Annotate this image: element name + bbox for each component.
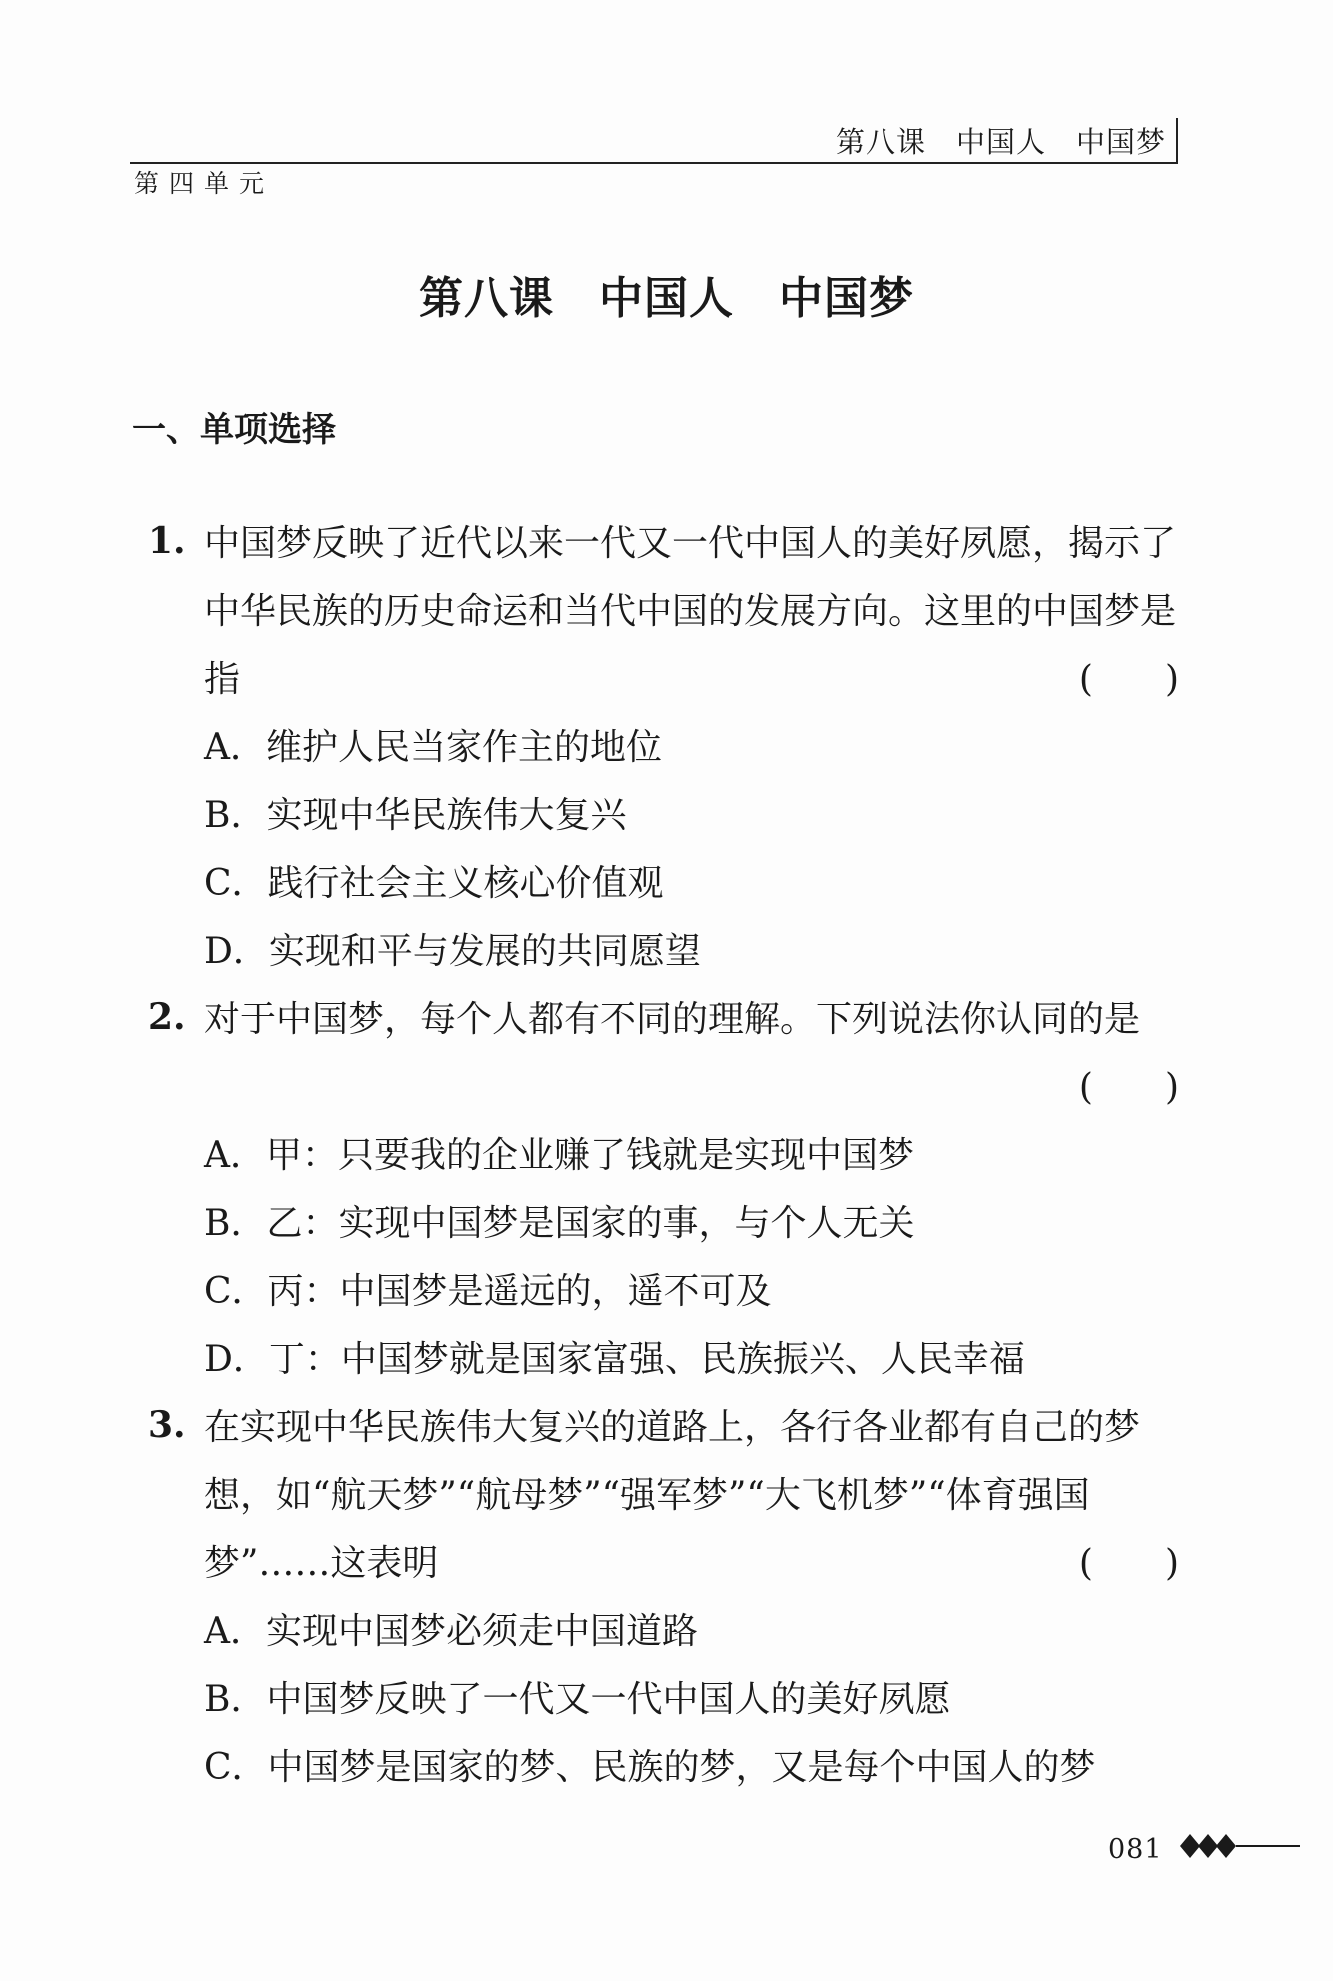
option-b[interactable]: B．乙：实现中国梦是国家的事，与个人无关 [204, 1203, 915, 1244]
question-stem [204, 1394, 1179, 1598]
option-a[interactable]: A．维护人民当家作主的地位 [204, 727, 662, 768]
three-diamonds-ornament-icon [1172, 1826, 1302, 1866]
lesson-title: 第八课 中国人 中国梦 [419, 273, 914, 324]
running-header-lesson-title: 第八课 中国人 中国梦 [835, 125, 1166, 159]
option-c[interactable]: C．丙：中国梦是遥远的，遥不可及 [204, 1271, 772, 1312]
option-d[interactable]: D．实现和平与发展的共同愿望 [204, 931, 701, 972]
question-stem-text: 对于中国梦，每个人都有不同的理解。下列说法你认同的是 [204, 999, 1141, 1040]
option-b[interactable]: B．实现中华民族伟大复兴 [204, 795, 627, 836]
page-number: 081 [1108, 1834, 1163, 1865]
question-stem [204, 986, 1179, 1122]
option-a[interactable]: A．甲：只要我的企业赚了钱就是实现中国梦 [204, 1135, 914, 1176]
option-c[interactable]: C．践行社会主义核心价值观 [204, 863, 664, 904]
option-a[interactable]: A．实现中国梦必须走中国道路 [204, 1611, 698, 1652]
question-stem [204, 510, 1179, 714]
option-d[interactable]: D．丁：中国梦就是国家富强、民族振兴、人民幸福 [204, 1339, 1025, 1380]
section-title: 一、单项选择 [132, 410, 336, 450]
answer-blank[interactable]: ( ) [1078, 1067, 1179, 1108]
header-rule-end [1176, 118, 1178, 164]
question-number: 3. [148, 1404, 186, 1446]
running-header [130, 118, 1178, 164]
option-c[interactable]: C．中国梦是国家的梦、民族的梦，又是每个中国人的梦 [204, 1747, 1096, 1788]
question-stem-text: 中国梦反映了近代以来一代又一代中国人的美好夙愿，揭示了中华民族的历史命运和当代中国的发展方向。这里的中国梦是指 [204, 523, 1177, 700]
question-number: 2. [148, 996, 186, 1038]
question-stem-text: 在实现中华民族伟大复兴的道路上，各行各业都有自己的梦想，如“航天梦”“航母梦”“强军梦”“大飞机梦”“体育强国梦”……这表明 [204, 1407, 1141, 1584]
question-number: 1. [148, 520, 186, 562]
answer-blank[interactable]: ( ) [1078, 1543, 1179, 1584]
answer-blank[interactable]: ( ) [1078, 659, 1179, 700]
option-b[interactable]: B．中国梦反映了一代又一代中国人的美好夙愿 [204, 1679, 951, 1720]
unit-label: 第四单元 [134, 169, 275, 198]
